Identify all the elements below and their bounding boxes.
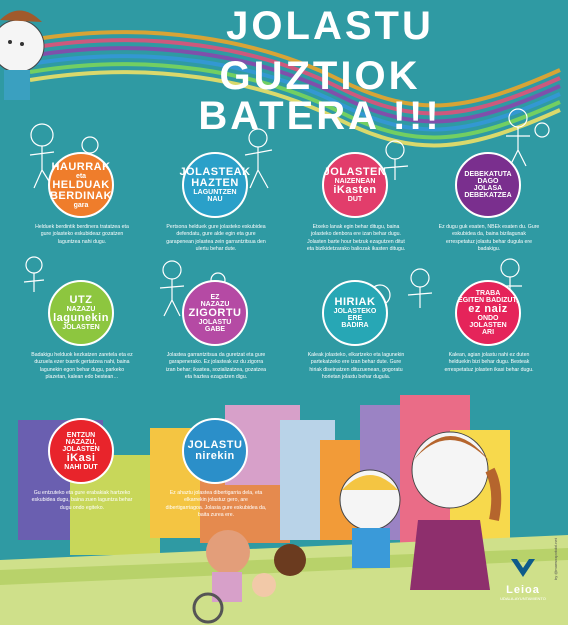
badge-text: BADIRA [341,322,369,329]
badge-text: NAZAZU, [65,438,97,446]
card-badge-friends [48,280,114,346]
badge-text: HELDUAK [52,178,110,191]
leioa-emblem-icon [509,557,537,579]
badge-text: UTZ [69,294,93,306]
badge-text: NAZAZU [66,306,96,313]
corner-child-illustration [0,10,44,100]
badge-text: JOLASTEKO [333,308,377,315]
badge-text: BERDINAK [49,189,113,202]
badge-text: ERE [347,315,363,322]
badge-text: EZ [210,293,220,301]
card-description: Gu entzuteko eta gure erabakiak hartzeko eskubidea dugu, baina zuen laguntza behar dugu ondo egiteko. [31,490,133,511]
badge-text: DEBEKATZEA [464,192,512,199]
badge-text: GABE [204,325,226,333]
card-description: Helduek berdintik berdinera tratatzea eta gure jolasteko eskubideaz gozatzen laguntzea nahi dugu. [35,224,129,245]
title-line-1: JOLASTU [226,4,434,48]
card-description: Etxeko lanak egin behar ditugu, baina jolasteko denbora ere izan behar dugu. Jolasten barte hour betzuk ezagutzen ditut eta bizikidetzarako baliozak ikasten ditugu. [306,224,406,253]
poster-title [140,6,500,136]
card-description: Kalean, agian jolastu nahi ez duten helduekin bizi behar dugu. Besteak errespetatuz jolasten ikasi behar dugu. [444,352,534,373]
badge-text: gara [73,201,89,209]
card-badge-equal [48,152,114,218]
credit: by @marwoxpokdol.net [553,538,558,580]
title-line-2: GUZTIOK BATERA !!! [198,54,442,138]
card-badge-disturb [455,280,521,346]
card-description: Kaleak jolasteko, elkartzeko eta lagunekin partekatzeko ere izan behar dute. Gure hiriak diseinatzen dituzuenean, gogoratu horietan jolastu behar dugula. [307,352,405,381]
badge-text: JOLASTU [187,439,243,451]
badge-text: ZIGORTU [188,306,242,319]
badge-text: DEBEKATUTA [464,171,512,178]
logo-name: Leioa [506,584,540,596]
card-badge-play-with-me [182,418,248,484]
card-description: Ez ahaztu jolastea dibertigarria dela, eta elkarrekin jolastuz gero, are dibertigarriagoa. Jolasia gure eskubidea da, baita zurea ere. [165,490,267,519]
badge-text: JOLASTEN [323,166,387,178]
badge-text: lagunekin [53,312,109,324]
badge-text: NAU [207,196,223,203]
card-description: Pertsona helduek gure jolasteko eskubidea defendatu, gure alde egin eta gure garapenean jolastea zein garrantzitsua den ulertu behar dute. [166,224,266,253]
badge-text: LAGUNTZEN [193,189,237,196]
badge-text: JOLASTU [198,318,232,326]
card-description: Badakigu helduok kezkatzen zaretela eta ez duzuela ezer txarrik gertatzea nahi, baina lagunekin egon behar dugu, parkeko plazetan, kalean edo bestean… [31,352,133,381]
card-badge-listen [48,418,114,484]
badge-text: eta [75,172,87,180]
badge-text: NAHI DUT [64,463,98,471]
badge-text: ARI [481,329,495,336]
leioa-logo [500,557,546,601]
badge-text: NAIZENEAN [334,178,376,185]
badge-text: ENTZUN [66,431,96,439]
badge-text: HIRIAK [334,296,376,308]
card-badge-cities [322,280,388,346]
card-description: Jolastea garrantzitsua da guretzat eta gure garapenerako. Ez jolasteak ez du zigorra izan behar; ikastea, sozializatzea, gozatzea eta haztea ezagutzen digu. [165,352,267,381]
badge-text: JOLASTEN [62,445,100,453]
badge-text: DAGO [477,178,499,185]
logo-subtitle: UDALA-AYUNTAMIENTO [500,596,546,601]
badge-text: ONDO [477,315,499,322]
badge-text: NAZAZU [200,300,230,308]
badge-text: DUT [347,196,363,203]
card-badge-forbidden [455,152,521,218]
card-badge-grow [179,152,251,218]
badge-text: EGITEN BADIZUT, [458,297,518,304]
badge-text: TRABA [475,290,501,297]
badge-text: nirekin [195,450,235,462]
badge-text: iKasi [66,451,96,464]
card-badge-punish [182,280,248,346]
badge-text: iKasten [333,184,377,196]
badge-text: HAURRAK [51,160,111,173]
badge-text: JOLASTEN [469,322,507,329]
badge-text: JOLASTEAK [179,166,251,178]
badge-text: HAZTEN [191,177,239,189]
card-badge-learn [322,152,388,218]
badge-text: JOLASA [473,185,503,192]
badge-text: JOLASTEN [62,324,100,331]
card-description: Ez dugu guk esaten, NBEk esaten du. Gure eskubidea da, baina bizilagunak errespetatuz jolastu behar dugula ere badakigu. [438,224,540,253]
badge-text: ez naiz [468,303,508,315]
